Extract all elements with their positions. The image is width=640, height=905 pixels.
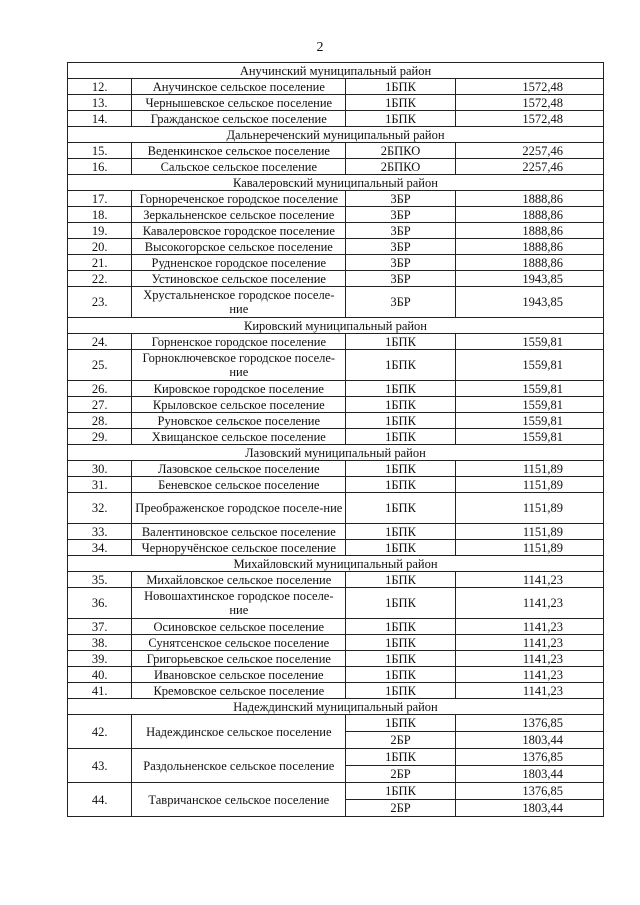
project-type: 1БПК [346, 397, 455, 413]
table-row [68, 255, 604, 271]
row-number: 27. [68, 397, 132, 413]
row-number: 17. [68, 191, 132, 207]
table-row [68, 619, 604, 635]
table-body [68, 63, 604, 817]
price-value: 1376,85 [455, 715, 603, 732]
project-type: 1БПК [346, 651, 455, 667]
project-type: 1БПК [346, 334, 455, 350]
row-number: 22. [68, 271, 132, 287]
row-number: 20. [68, 239, 132, 255]
table-row [68, 111, 604, 127]
row-number: 31. [68, 477, 132, 493]
table-row [68, 749, 604, 766]
price-value: 1141,23 [455, 635, 603, 651]
table-row [68, 191, 604, 207]
price-value: 1141,23 [455, 588, 603, 619]
price-value: 1888,86 [455, 207, 603, 223]
region-row [68, 699, 604, 715]
price-value: 1888,86 [455, 255, 603, 271]
settlement-name: Горненское городское поселение [132, 334, 346, 350]
row-number: 23. [68, 287, 132, 318]
row-number: 33. [68, 524, 132, 540]
project-type: 1БПК [346, 588, 455, 619]
table-row [68, 540, 604, 556]
settlement-name: Беневское сельское поселение [132, 477, 346, 493]
settlement-name: Сунятсенское сельское поселение [132, 635, 346, 651]
price-value: 1559,81 [455, 334, 603, 350]
price-value: 1559,81 [455, 397, 603, 413]
project-type: 3БР [346, 191, 455, 207]
project-type: 2БПКО [346, 143, 455, 159]
row-number: 30. [68, 461, 132, 477]
row-number: 38. [68, 635, 132, 651]
price-value: 2257,46 [455, 159, 603, 175]
price-value: 1141,23 [455, 619, 603, 635]
price-value: 1803,44 [455, 800, 603, 817]
settlement-name: Веденкинское сельское поселение [132, 143, 346, 159]
price-value: 1888,86 [455, 223, 603, 239]
row-number: 13. [68, 95, 132, 111]
price-value: 1559,81 [455, 381, 603, 397]
price-value: 2257,46 [455, 143, 603, 159]
table-row [68, 429, 604, 445]
settlement-name: Хвищанское сельское поселение [132, 429, 346, 445]
row-number: 36. [68, 588, 132, 619]
project-type: 2БР [346, 732, 455, 749]
table-row [68, 635, 604, 651]
row-number: 34. [68, 540, 132, 556]
table-row [68, 477, 604, 493]
project-type: 3БР [346, 223, 455, 239]
settlement-name: Осиновское сельское поселение [132, 619, 346, 635]
price-value: 1803,44 [455, 732, 603, 749]
project-type: 1БПК [346, 749, 455, 766]
table-row [68, 493, 604, 524]
project-type: 1БПК [346, 572, 455, 588]
region-row [68, 445, 604, 461]
row-number: 12. [68, 79, 132, 95]
price-value: 1376,85 [455, 783, 603, 800]
project-type: 1БПК [346, 413, 455, 429]
settlement-name: Черноручёнское сельское поселение [132, 540, 346, 556]
table-row [68, 334, 604, 350]
table-row [68, 381, 604, 397]
project-type: 1БПК [346, 715, 455, 732]
settlement-name: Григорьевское сельское поселение [132, 651, 346, 667]
price-value: 1559,81 [455, 413, 603, 429]
settlement-name: Зеркальненское сельское поселение [132, 207, 346, 223]
table-row [68, 461, 604, 477]
project-type: 1БПК [346, 381, 455, 397]
settlement-name: Тавричанское сельское поселение [132, 783, 346, 817]
row-number: 32. [68, 493, 132, 524]
row-number: 14. [68, 111, 132, 127]
region-name: Михайловский муниципальный район [68, 556, 604, 572]
price-value: 1151,89 [455, 540, 603, 556]
price-value: 1141,23 [455, 683, 603, 699]
project-type: 1БПК [346, 111, 455, 127]
settlement-name: Анучинское сельское поселение [132, 79, 346, 95]
region-row [68, 556, 604, 572]
row-number: 21. [68, 255, 132, 271]
table-row [68, 143, 604, 159]
settlement-name: Крыловское сельское поселение [132, 397, 346, 413]
row-number: 25. [68, 350, 132, 381]
table-row [68, 683, 604, 699]
row-number: 39. [68, 651, 132, 667]
project-type: 1БПК [346, 667, 455, 683]
price-value: 1888,86 [455, 239, 603, 255]
price-value: 1943,85 [455, 271, 603, 287]
table-row [68, 350, 604, 381]
row-number: 15. [68, 143, 132, 159]
settlement-name: Сальское сельское поселение [132, 159, 346, 175]
project-type: 2БПКО [346, 159, 455, 175]
price-value: 1803,44 [455, 766, 603, 783]
settlement-name: Горноключевское городское поселе-ние [132, 350, 346, 381]
region-name: Дальнереченский муниципальный район [68, 127, 604, 143]
table-row [68, 239, 604, 255]
price-value: 1376,85 [455, 749, 603, 766]
table-row [68, 667, 604, 683]
table-row [68, 524, 604, 540]
region-name: Кавалеровский муниципальный район [68, 175, 604, 191]
row-number: 18. [68, 207, 132, 223]
settlement-name: Высокогорское сельское поселение [132, 239, 346, 255]
settlement-name: Гражданское сельское поселение [132, 111, 346, 127]
project-type: 1БПК [346, 493, 455, 524]
table-row [68, 572, 604, 588]
settlement-name: Кремовское сельское поселение [132, 683, 346, 699]
settlement-name: Устиновское сельское поселение [132, 271, 346, 287]
row-number: 29. [68, 429, 132, 445]
settlement-name: Хрустальненское городское поселе-ние [132, 287, 346, 318]
row-number: 40. [68, 667, 132, 683]
settlement-name: Лазовское сельское поселение [132, 461, 346, 477]
settlement-name: Надеждинское сельское поселение [132, 715, 346, 749]
row-number: 24. [68, 334, 132, 350]
project-type: 1БПК [346, 524, 455, 540]
project-type: 3БР [346, 271, 455, 287]
region-name: Лазовский муниципальный район [68, 445, 604, 461]
settlement-name: Горнореченское городское поселение [132, 191, 346, 207]
price-value: 1559,81 [455, 350, 603, 381]
settlement-name: Михайловское сельское поселение [132, 572, 346, 588]
price-value: 1572,48 [455, 111, 603, 127]
table-row [68, 397, 604, 413]
table-row [68, 287, 604, 318]
settlement-name: Кавалеровское городское поселение [132, 223, 346, 239]
table-row [68, 223, 604, 239]
price-value: 1572,48 [455, 95, 603, 111]
region-name: Кировский муниципальный район [68, 318, 604, 334]
region-row [68, 318, 604, 334]
table-row [68, 413, 604, 429]
price-value: 1141,23 [455, 651, 603, 667]
project-type: 3БР [346, 255, 455, 271]
settlement-name: Преображенское городское поселе-ние [132, 493, 346, 524]
project-type: 3БР [346, 287, 455, 318]
project-type: 1БПК [346, 540, 455, 556]
table-row [68, 207, 604, 223]
row-number: 19. [68, 223, 132, 239]
price-value: 1151,89 [455, 524, 603, 540]
price-value: 1151,89 [455, 461, 603, 477]
project-type: 1БПК [346, 429, 455, 445]
table-row [68, 271, 604, 287]
settlement-name: Валентиновское сельское поселение [132, 524, 346, 540]
settlement-name: Ивановское сельское поселение [132, 667, 346, 683]
settlement-name: Чернышевское сельское поселение [132, 95, 346, 111]
row-number: 44. [68, 783, 132, 817]
settlement-name: Кировское городское поселение [132, 381, 346, 397]
project-type: 1БПК [346, 619, 455, 635]
page-number: 2 [316, 40, 324, 55]
project-type: 1БПК [346, 79, 455, 95]
price-value: 1141,23 [455, 572, 603, 588]
price-value: 1151,89 [455, 493, 603, 524]
row-number: 26. [68, 381, 132, 397]
table-row [68, 651, 604, 667]
settlement-name: Раздольненское сельское поселение [132, 749, 346, 783]
project-type: 1БПК [346, 783, 455, 800]
project-type: 3БР [346, 207, 455, 223]
region-row [68, 175, 604, 191]
price-value: 1151,89 [455, 477, 603, 493]
project-type: 1БПК [346, 461, 455, 477]
settlement-name: Руновское сельское поселение [132, 413, 346, 429]
table-row [68, 783, 604, 800]
row-number: 41. [68, 683, 132, 699]
table-row [68, 95, 604, 111]
price-value: 1888,86 [455, 191, 603, 207]
project-type: 2БР [346, 766, 455, 783]
price-value: 1572,48 [455, 79, 603, 95]
price-value: 1943,85 [455, 287, 603, 318]
price-value: 1141,23 [455, 667, 603, 683]
row-number: 42. [68, 715, 132, 749]
region-name: Надеждинский муниципальный район [68, 699, 604, 715]
project-type: 3БР [346, 239, 455, 255]
region-name: Анучинский муниципальный район [68, 63, 604, 79]
region-row [68, 127, 604, 143]
table-row [68, 159, 604, 175]
row-number: 43. [68, 749, 132, 783]
project-type: 1БПК [346, 477, 455, 493]
project-type: 2БР [346, 800, 455, 817]
price-value: 1559,81 [455, 429, 603, 445]
table-row [68, 715, 604, 732]
settlement-name: Рудненское городское поселение [132, 255, 346, 271]
row-number: 35. [68, 572, 132, 588]
table-row [68, 79, 604, 95]
row-number: 28. [68, 413, 132, 429]
project-type: 1БПК [346, 635, 455, 651]
settlements-table [67, 62, 604, 817]
project-type: 1БПК [346, 350, 455, 381]
region-row [68, 63, 604, 79]
project-type: 1БПК [346, 683, 455, 699]
project-type: 1БПК [346, 95, 455, 111]
row-number: 37. [68, 619, 132, 635]
settlement-name: Новошахтинское городское поселе-ние [132, 588, 346, 619]
table-row [68, 588, 604, 619]
row-number: 16. [68, 159, 132, 175]
